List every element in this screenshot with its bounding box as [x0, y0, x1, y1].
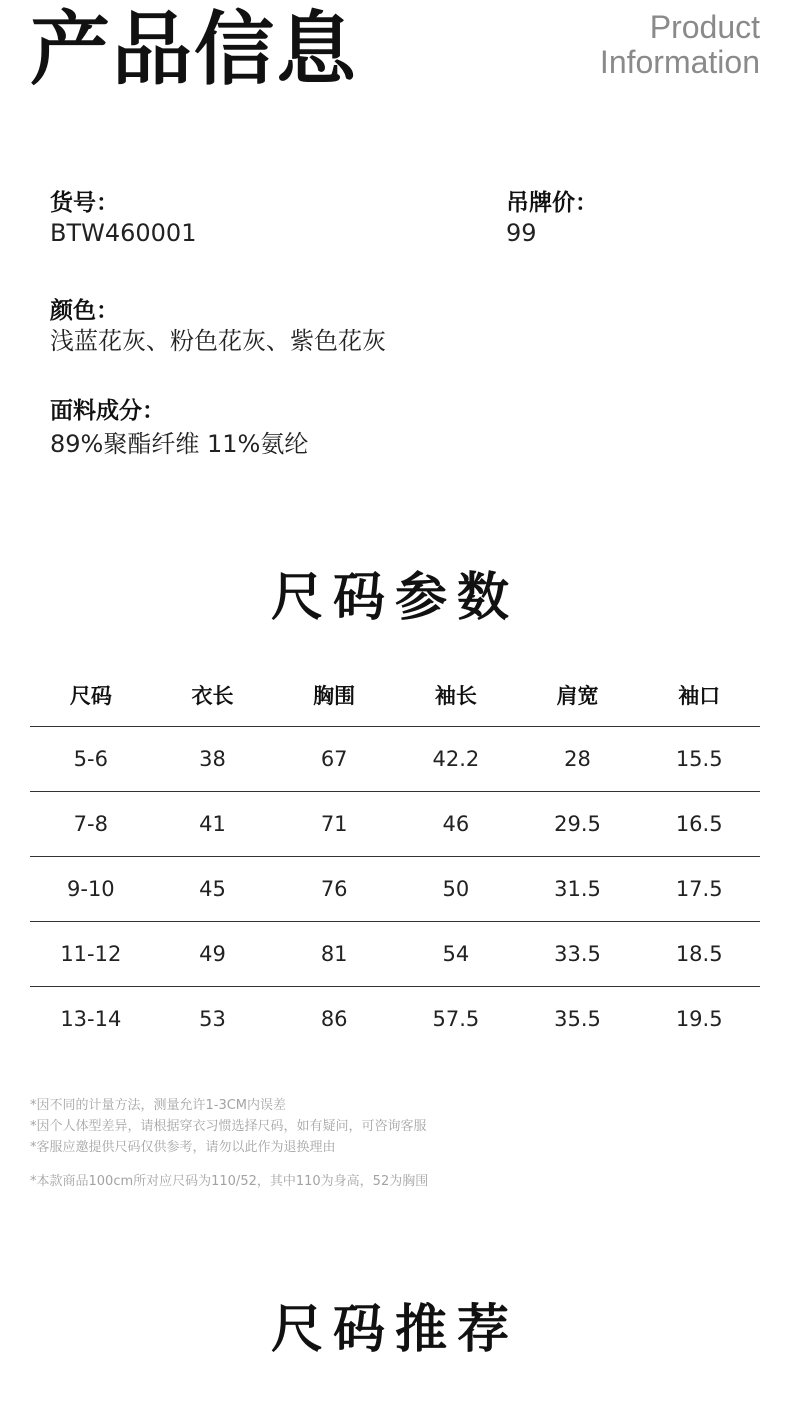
table-cell: 38: [199, 747, 226, 771]
table-row: [30, 792, 760, 857]
table-header-cell: 袖长: [434, 683, 477, 708]
table-row: [30, 922, 760, 987]
table-header-row: [30, 663, 760, 727]
table-cell: 15.5: [675, 747, 723, 771]
table-cell: 86: [320, 1007, 348, 1031]
table-cell: 13-14: [60, 1007, 122, 1031]
table-header-cell: 尺码: [69, 683, 112, 708]
item-no-label: 货号：: [50, 190, 119, 216]
table-cell: 46: [442, 812, 470, 836]
table-cell: 42.2: [432, 747, 480, 771]
subtitle-line-2: Information: [599, 44, 760, 80]
table-header-cell: 袖口: [678, 683, 721, 708]
size-notes: [30, 1095, 770, 1192]
page-subtitle-english: [600, 10, 760, 80]
table-header-cell: 衣长: [191, 683, 234, 708]
table-cell: 67: [320, 747, 348, 771]
subtitle-line-1: Product: [649, 9, 760, 45]
table-cell: 33.5: [554, 942, 601, 966]
table-header-cell: 肩宽: [556, 683, 599, 708]
fabric-label: 面料成分：: [50, 398, 165, 424]
table-cell: 9-10: [67, 877, 115, 901]
table-cell: 7-8: [73, 812, 108, 836]
table-row: [30, 727, 760, 792]
table-row: [30, 987, 760, 1051]
table-cell: 49: [199, 942, 226, 966]
page-title: 产品信息: [30, 3, 358, 96]
color-label: 颜色：: [50, 298, 119, 324]
table-cell: 71: [320, 812, 348, 836]
table-cell: 35.5: [554, 1007, 601, 1031]
table-cell: 53: [199, 1007, 226, 1031]
table-cell: 16.5: [675, 812, 723, 836]
note-line: *因不同的计量方法，测量允许1-3CM内误差: [30, 1098, 287, 1113]
note-line: *因个人体型差异，请根据穿衣习惯选择尺码，如有疑问，可咨询客服: [30, 1119, 427, 1134]
price-value: 99: [506, 219, 537, 247]
table-cell: 18.5: [675, 942, 723, 966]
table-cell: 57.5: [432, 1007, 480, 1031]
table-header-cell: 胸围: [313, 683, 356, 708]
table-cell: 28: [564, 747, 591, 771]
table-cell: 11-12: [60, 942, 122, 966]
price-label: 吊牌价：: [506, 190, 598, 216]
table-cell: 17.5: [675, 877, 723, 901]
fabric-value: 89%聚酯纤维 11%氨纶: [50, 430, 309, 458]
table-cell: 76: [320, 877, 348, 901]
note-line: *本款商品100cm所对应尺码为110/52，其中110为身高，52为胸围: [30, 1174, 429, 1189]
table-row: [30, 857, 760, 922]
item-no-value: BTW460001: [50, 219, 197, 247]
note-line: *客服应邀提供尺码仅供参考，请勿以此作为退换理由: [30, 1140, 336, 1155]
table-cell: 45: [199, 877, 226, 901]
color-value: 浅蓝花灰、粉色花灰、紫色花灰: [50, 327, 386, 355]
size-recommend-title: 尺码推荐: [270, 1300, 519, 1360]
table-cell: 31.5: [554, 877, 601, 901]
table-cell: 50: [442, 877, 470, 901]
table-cell: 29.5: [554, 812, 601, 836]
table-cell: 19.5: [675, 1007, 723, 1031]
table-cell: 54: [442, 942, 470, 966]
size-params-title: 尺码参数: [270, 568, 519, 628]
table-cell: 81: [320, 942, 348, 966]
size-table: [30, 663, 760, 1051]
table-cell: 5-6: [73, 747, 108, 771]
table-cell: 41: [199, 812, 226, 836]
